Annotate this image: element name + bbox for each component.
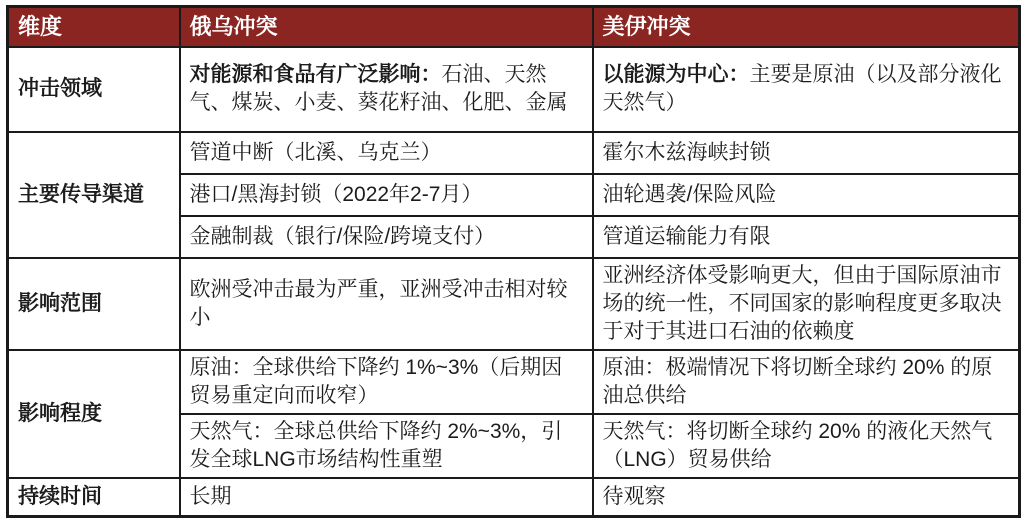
cell-channels-3-us: 管道运输能力有限 xyxy=(593,216,1020,258)
table-row-magnitude-1 xyxy=(8,350,1020,414)
cell-channels-3-ru: 金融制裁（银行/保险/跨境支付） xyxy=(180,216,593,258)
cell-scope-us: 亚洲经济体受影响更大，但由于国际原油市场的统一性，不同国家的影响程度更多取决于对于其进口石油的依赖度 xyxy=(593,258,1020,350)
cell-magnitude-2-us: 天然气：将切断全球约 20% 的液化天然气（LNG）贸易供给 xyxy=(593,414,1020,478)
cell-impact-area-us xyxy=(593,47,1020,132)
cell-scope-ru: 欧洲受冲击最为严重，亚洲受冲击相对较小 xyxy=(180,258,593,350)
row-label-scope: 影响范围 xyxy=(8,258,180,350)
cell-impact-area-us-rest: 主要是原油（以及部分液化天然气） xyxy=(602,63,1002,114)
cell-channels-1-ru: 管道中断（北溪、乌克兰） xyxy=(180,132,593,174)
cell-duration-ru: 长期 xyxy=(180,478,593,517)
table-row-impact-area xyxy=(8,47,1020,132)
cell-duration-us: 待观察 xyxy=(593,478,1020,517)
table-row-channels-1 xyxy=(8,132,1020,174)
conflict-comparison-table xyxy=(6,5,1021,518)
row-label-magnitude: 影响程度 xyxy=(8,350,180,478)
table-header-row xyxy=(8,7,1020,47)
row-label-duration: 持续时间 xyxy=(8,478,180,517)
cell-channels-2-us: 油轮遇袭/保险风险 xyxy=(593,174,1020,216)
cell-impact-area-ru-lead: 对能源和食品有广泛影响： xyxy=(189,63,442,86)
cell-impact-area-us-lead: 以能源为中心： xyxy=(602,63,750,86)
header-cell-dimension: 维度 xyxy=(8,7,180,47)
header-cell-us-iran-conflict: 美伊冲突 xyxy=(593,7,1020,47)
cell-channels-2-ru: 港口/黑海封锁（2022年2-7月） xyxy=(180,174,593,216)
cell-magnitude-1-ru: 原油：全球供给下降约 1%~3%（后期因贸易重定向而收窄） xyxy=(180,350,593,414)
cell-impact-area-ru xyxy=(180,47,593,132)
cell-magnitude-2-ru: 天然气：全球总供给下降约 2%~3%，引发全球LNG市场结构性重塑 xyxy=(180,414,593,478)
cell-channels-1-us: 霍尔木兹海峡封锁 xyxy=(593,132,1020,174)
table-row-scope xyxy=(8,258,1020,350)
cell-impact-area-ru-rest: 石油、天然气、煤炭、小麦、葵花籽油、化肥、金属 xyxy=(189,63,568,114)
row-label-impact-area: 冲击领域 xyxy=(8,47,180,132)
row-label-channels: 主要传导渠道 xyxy=(8,132,180,258)
cell-magnitude-1-us: 原油：极端情况下将切断全球约 20% 的原油总供给 xyxy=(593,350,1020,414)
table-row-duration xyxy=(8,478,1020,517)
header-cell-ru-ukraine-conflict: 俄乌冲突 xyxy=(180,7,593,47)
